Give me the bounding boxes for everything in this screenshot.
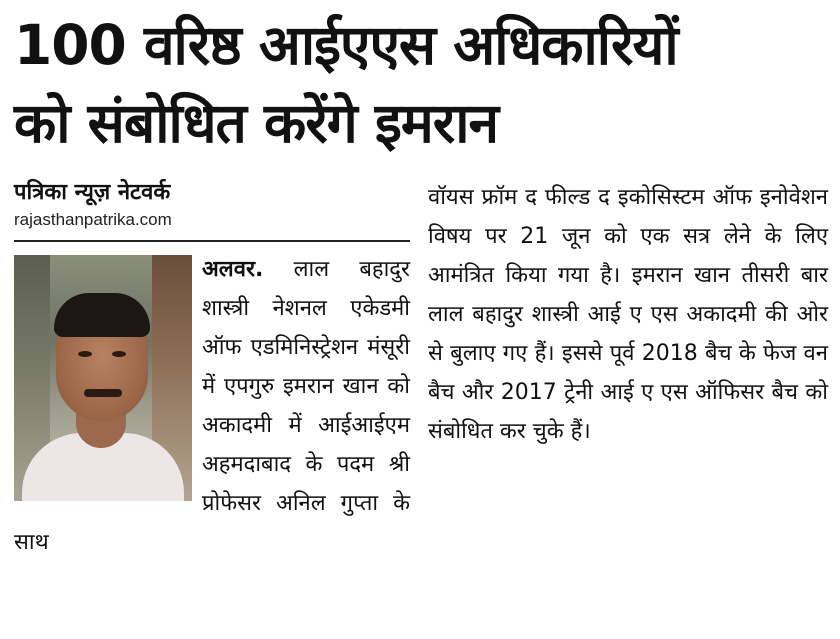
person-photo [14,255,192,501]
story-text-right: वॉयस फ्रॉम द फील्ड द इकोसिस्टम ऑफ इनोवेशन विषय पर 21 जून को एक सत्र लेने के लिए आमंत्रित किया गया है। इमरान खान तीसरी बार लाल बहादुर शास्त्री आई ए एस अकादमी की ओर से बुलाए गए हैं। इससे पूर्व 2018 बैच के फेज वन बैच और 2017 ट्रेनी आई ए एस ऑफिसर बैच को संबोधित कर चुके हैं। [428,185,828,444]
byline [14,178,409,232]
website-url: rajasthanpatrika.com [14,210,172,229]
headline-line-2: को संबोधित करेंगे इमरान [14,91,499,155]
photo-mustache [84,389,122,397]
story-text-left: लाल बहादुर शास्त्री नेशनल एकेडमी ऑफ एडमिनिस्ट्रेशन मंसूरी में एपगुरु इमरान खान को अकादमी में आईआईएम अहमदाबाद के पदम श्री प्रोफेसर अनिल गुप्ता के साथ [14,257,410,555]
story-column-left [14,250,410,562]
dateline: अलवर. [202,257,264,282]
photo-eye-left [78,351,92,357]
byline-divider [14,240,410,242]
news-network-credit: पत्रिका न्यूज़ नेटवर्क [14,180,171,205]
photo-eye-right [112,351,126,357]
headline-line-1: 100 वरिष्ठ आईएएस अधिकारियों [14,13,678,77]
headline [14,6,834,162]
story-column-right [428,178,828,451]
photo-hair [54,293,150,337]
